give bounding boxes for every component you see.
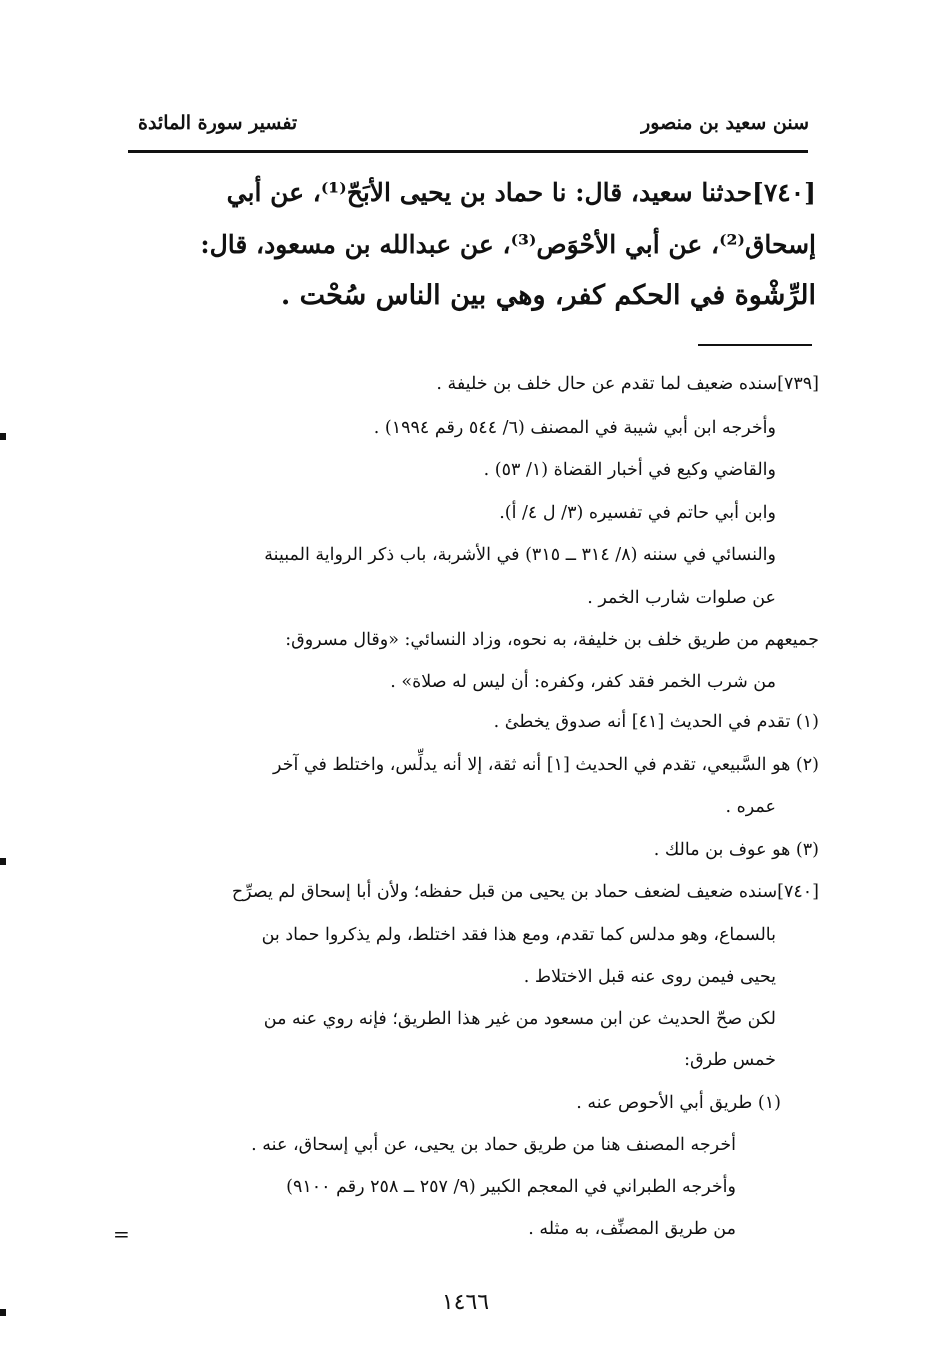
scan-speck	[0, 858, 6, 865]
scan-speck	[0, 433, 6, 440]
running-header-book-title: سنن سعيد بن منصور	[641, 112, 809, 134]
page-number: ١٤٦٦	[441, 1290, 490, 1315]
note-line: جميعهم من طريق خلف بن خليفة، به نحوه، وزاد النسائي: «وقال مسروق:	[285, 630, 819, 650]
note-line: خمس طرق:	[684, 1050, 776, 1070]
note-line: (١) طريق أبي الأحوص عنه .	[576, 1093, 781, 1113]
note-line: أخرجه المصنف هنا من طريق حماد بن يحيى، عن أبي إسحاق، عنه .	[251, 1135, 736, 1155]
note-line: عمره .	[725, 797, 776, 817]
note-line: وأخرجه الطبراني في المعجم الكبير (٩/ ٢٥٧ ــ ٢٥٨ رقم ٩١٠٠)	[286, 1177, 736, 1197]
note-line: [٧٣٩]سنده ضعيف لما تقدم عن حال خلف بن خليفة .	[436, 374, 819, 394]
running-header-section-title: تفسير سورة المائدة	[138, 112, 298, 134]
note-line: والنسائي في سننه (٨/ ٣١٤ ــ ٣١٥) في الأشربة، باب ذكر الرواية المبينة	[264, 545, 776, 565]
note-line: من شرب الخمر فقد كفر، وكفره: أن ليس له صلاة» .	[390, 672, 776, 692]
footnote-1: (١) تقدم في الحديث [٤١] أنه صدوق يخطئ .	[493, 712, 819, 732]
hadith-line-2: إسحاق⁽²⁾، عن أبي الأحْوَص⁽³⁾، عن عبدالله بن مسعود، قال:	[200, 230, 816, 259]
scan-speck	[0, 1309, 6, 1316]
note-line: والقاضي وكيع في أخبار القضاة (١/ ٥٣) .	[483, 460, 776, 480]
note-line: من طريق المصنِّف، به مثله .	[528, 1219, 736, 1239]
note-line: عن صلوات شارب الخمر .	[587, 588, 776, 608]
header-rule	[128, 150, 808, 153]
hadith-line-3: الرِّشْوة في الحكم كفر، وهي بين الناس سُحْت .	[280, 280, 816, 311]
footnote-3: (٣) هو عوف بن مالك .	[653, 840, 819, 860]
note-line: بالسماع، وهو مدلس كما تقدم، ومع هذا فقد اختلط، ولم يذكروا حماد بن	[261, 925, 776, 945]
footnote-rule	[698, 344, 812, 346]
continuation-mark: =	[113, 1222, 130, 1246]
footnote-2: (٢) هو السَّبيعي، تقدم في الحديث [١] أنه ثقة، إلا أنه يدلِّس، واختلط في آخر	[272, 755, 819, 775]
note-line: يحيى فيمن روى عنه قبل الاختلاط .	[523, 967, 776, 987]
note-line: لكن صحّ الحديث عن ابن مسعود من غير هذا الطريق؛ فإنه روي عنه من	[263, 1009, 776, 1029]
note-line: وأخرجه ابن أبي شيبة في المصنف (٦/ ٥٤٤ رقم ١٩٩٤) .	[373, 418, 776, 438]
hadith-line-1: [٧٤٠]حدثنا سعيد، قال: نا حماد بن يحيى الأبَحّ⁽¹⁾، عن أبي	[226, 178, 816, 207]
note-line: [٧٤٠]سنده ضعيف لضعف حماد بن يحيى من قبل حفظه؛ ولأن أبا إسحاق لم يصرِّح	[231, 882, 819, 902]
note-line: وابن أبي حاتم في تفسيره (٣/ ل ٤/ أ).	[499, 503, 776, 523]
